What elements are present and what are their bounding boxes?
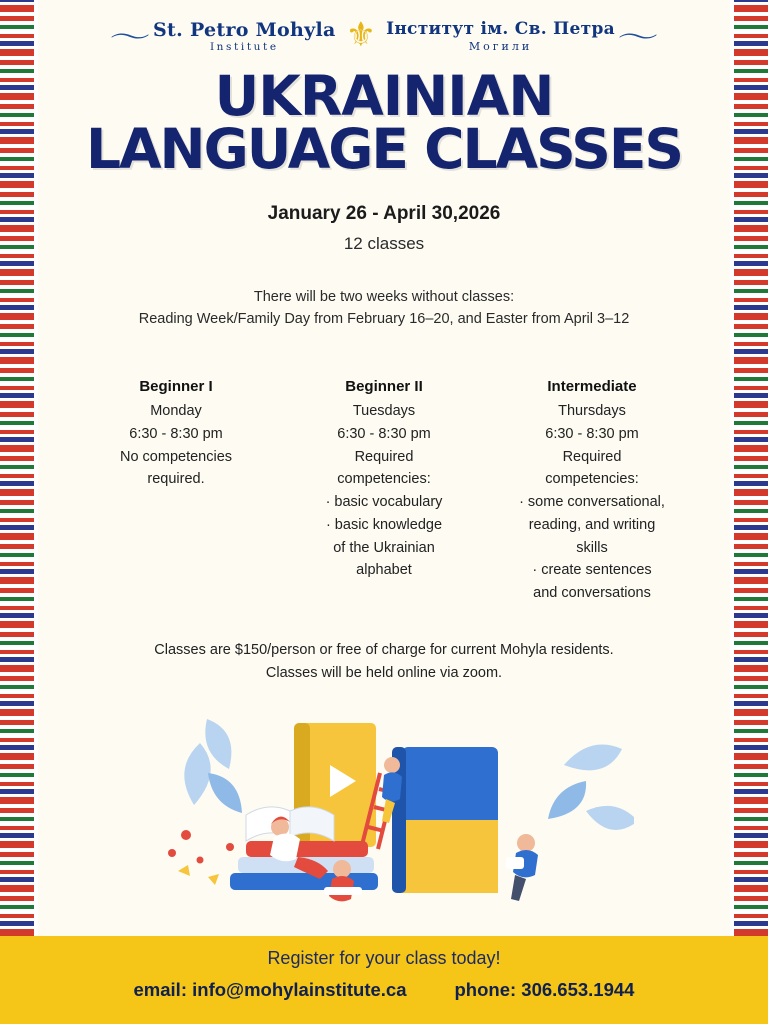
- level-line: 6:30 - 8:30 pm: [337, 425, 431, 442]
- level-line: No competencies: [119, 448, 233, 465]
- swash-right-icon: 〜: [617, 22, 659, 52]
- date-range: January 26 - April 30,2026: [267, 202, 501, 224]
- logo-name-uk: Інститут ім. Св. Петра: [386, 19, 615, 40]
- flag-book: [392, 747, 498, 893]
- level-line: 6:30 - 8:30 pm: [545, 425, 639, 442]
- break-note: [38, 286, 730, 331]
- level-line: competencies:: [545, 471, 639, 488]
- level-line: Thursdays: [558, 403, 626, 420]
- level-title: Intermediate: [547, 377, 637, 395]
- level-beginner-1: [72, 375, 280, 605]
- level-line: alphabet: [356, 562, 412, 579]
- level-line: Required: [562, 448, 622, 465]
- level-line: · basic vocabulary: [325, 494, 443, 511]
- title-line-2: LANGUAGE CLASSES: [85, 117, 683, 182]
- illustration: [38, 695, 730, 905]
- books-and-readers-illustration: [134, 695, 634, 905]
- institute-logo: [38, 0, 730, 56]
- level-intermediate: [488, 375, 696, 605]
- class-count: 12 classes: [343, 233, 425, 253]
- title-line-1: UKRAINIAN: [214, 64, 554, 128]
- trident-crest-icon: ⚜: [345, 16, 377, 54]
- poster-content: [38, 0, 730, 1024]
- level-line: of the Ukrainian: [333, 539, 435, 556]
- embroidery-border-left: [0, 0, 34, 1024]
- level-line: 6:30 - 8:30 pm: [129, 425, 223, 442]
- logo-text-ukrainian: [386, 21, 615, 52]
- logo-sub-en: Institute: [209, 41, 279, 54]
- page-title: [38, 64, 730, 182]
- level-line: competencies:: [337, 471, 431, 488]
- swash-left-icon: 〜: [109, 22, 151, 52]
- level-line: skills: [576, 539, 608, 556]
- logo-text-english: [153, 18, 336, 54]
- pricing-line-1: Classes are $150/person or free of charge for current Mohyla residents.: [154, 641, 614, 658]
- level-line: and conversations: [533, 585, 651, 602]
- footer-cta: Register for your class today!: [267, 948, 501, 968]
- level-line: required.: [147, 471, 205, 488]
- level-line: · basic knowledge: [325, 516, 443, 533]
- level-line: Required: [354, 448, 414, 465]
- break-note-line-1: There will be two weeks without classes:: [253, 288, 515, 305]
- footer-email[interactable]: email: info@mohylainstitute.ca: [133, 979, 407, 1000]
- levels-row: [38, 375, 730, 605]
- level-title: Beginner I: [139, 377, 213, 395]
- level-beginner-2: [280, 375, 488, 605]
- footer-contacts: [0, 979, 768, 1001]
- footer-phone[interactable]: phone: 306.653.1944: [454, 979, 635, 1000]
- pricing-line-2: Classes will be held online via zoom.: [265, 665, 503, 682]
- logo-name-en: St. Petro Mohyla: [153, 18, 336, 41]
- level-title: Beginner II: [345, 377, 423, 395]
- level-line: · create sentences: [532, 562, 652, 579]
- level-line: Tuesdays: [352, 403, 416, 420]
- pricing-note: [38, 639, 730, 685]
- break-note-line-2: Reading Week/Family Day from February 16–20, and Easter from April 3–12: [138, 311, 630, 328]
- footer: [0, 936, 768, 1024]
- level-line: Monday: [150, 403, 202, 420]
- level-line: reading, and writing: [528, 516, 656, 533]
- border-edge-right: [730, 0, 734, 1024]
- level-line: · some conversational,: [519, 494, 665, 511]
- embroidery-border-right: [734, 0, 768, 1024]
- logo-sub-uk: Могили: [468, 40, 533, 54]
- reader-right: [506, 834, 538, 901]
